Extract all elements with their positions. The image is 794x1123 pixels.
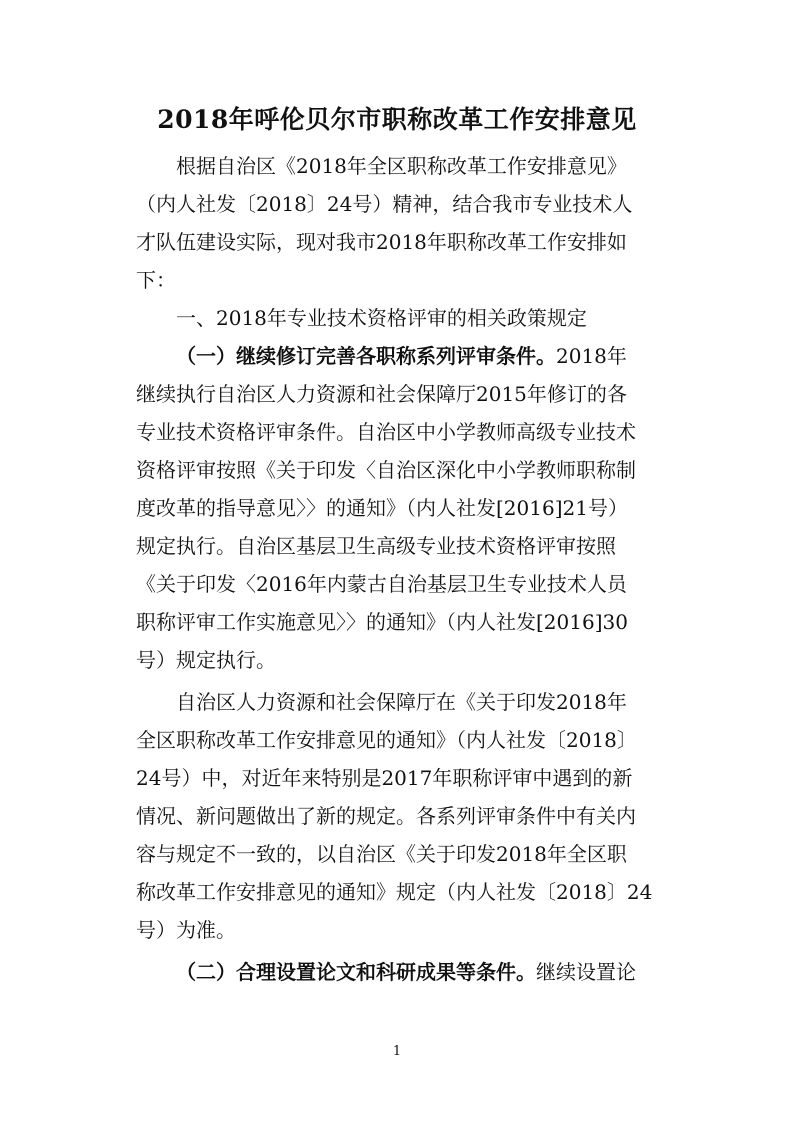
page-number: 1 bbox=[392, 1044, 402, 1059]
paragraph-2-line: 号）为准。 bbox=[136, 918, 236, 942]
intro-line: 根据自治区《2018年全区职称改革工作安排意见》 bbox=[176, 154, 627, 178]
subsection-1-line: 规定执行。自治区基层卫生高级专业技术资格评审按照 bbox=[136, 534, 616, 558]
subsection-1-first-line-rest: 2018年 bbox=[556, 344, 627, 368]
paragraph-2-line: 全区职称改革工作安排意见的通知》（内人社发〔2018〕 bbox=[136, 728, 637, 752]
intro-line: 下： bbox=[136, 268, 176, 292]
paragraph-2-line: 自治区人力资源和社会保障厅在《关于印发2018年 bbox=[176, 690, 627, 714]
intro-line: （内人社发〔2018〕24号）精神，结合我市专业技术人 bbox=[136, 192, 633, 216]
subsection-1-line: 继续执行自治区人力资源和社会保障厅2015年修订的各 bbox=[136, 382, 627, 406]
paragraph-2-line: 24号）中，对近年来特别是2017年职称评审中遇到的新 bbox=[136, 766, 633, 790]
subsection-2-first-line bbox=[136, 953, 660, 991]
subsection-2-heading: （二）合理设置论文和科研成果等条件。 bbox=[176, 960, 536, 984]
subsection-1-heading: （一）继续修订完善各职称系列评审条件。 bbox=[176, 344, 556, 368]
subsection-1-line: 号）规定执行。 bbox=[136, 648, 276, 672]
section-heading: 一、2018年专业技术资格评审的相关政策规定 bbox=[176, 306, 587, 330]
subsection-1-line: 专业技术资格评审条件。自治区中小学教师高级专业技术 bbox=[136, 420, 636, 444]
subsection-1-line: 《关于印发〈2016年内蒙古自治基层卫生专业技术人员 bbox=[136, 572, 627, 596]
document-body bbox=[136, 147, 660, 991]
subsection-2-first-line-rest: 继续设置论 bbox=[536, 960, 636, 984]
subsection-1-line: 职称评审工作实施意见〉〉的通知》（内人社发[2016]30 bbox=[136, 610, 628, 634]
paragraph-2-line: 情况、新问题做出了新的规定。各系列评审条件中有关内 bbox=[136, 804, 636, 828]
subsection-1-first-line bbox=[136, 337, 660, 375]
subsection-1-line: 度改革的指导意见〉〉的通知》（内人社发[2016]21号） bbox=[136, 496, 628, 520]
intro-line: 才队伍建设实际，现对我市2018年职称改革工作安排如 bbox=[136, 230, 627, 254]
subsection-1-line: 资格评审按照《关于印发〈自治区深化中小学教师职称制 bbox=[136, 458, 636, 482]
document-title: 2018年呼伦贝尔市职称改革工作安排意见 bbox=[157, 105, 637, 134]
paragraph-2-line: 称改革工作安排意见的通知》规定（内人社发〔2018〕24 bbox=[136, 880, 653, 904]
paragraph-2-line: 容与规定不一致的，以自治区《关于印发2018年全区职 bbox=[136, 842, 627, 866]
